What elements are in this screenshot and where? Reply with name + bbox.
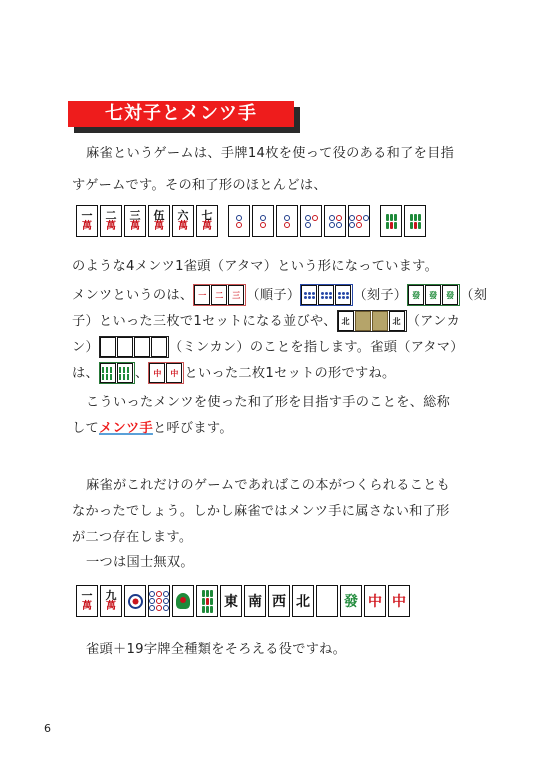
text: （アンカ (406, 314, 461, 329)
tile-sou (380, 205, 402, 237)
tile-honor: 發 (340, 585, 362, 617)
tile-white-dragon (316, 585, 338, 617)
para2-line-7 (72, 421, 233, 437)
tile-pin (228, 205, 250, 237)
para2-line-5 (72, 362, 396, 384)
text: （刻 (460, 288, 488, 303)
hand-example-1 (76, 205, 428, 237)
text: メンツというのは、 (72, 288, 194, 303)
text: （刻子） (353, 288, 408, 303)
para2-line-6: こういったメンツを使った和了形を目指す手のことを、総称 (86, 395, 451, 410)
text: 子）といった三枚で1セットになる並びや、 (72, 314, 337, 329)
tile-2-man: 二 (211, 285, 227, 305)
text: ン） (72, 340, 99, 355)
tile-hatsu: 發 (425, 285, 441, 305)
tile-back (372, 311, 388, 331)
para2-line-1: のような4メンツ1雀頭（アタマ）という形になっています。 (72, 259, 439, 274)
intro-line-2: すゲームです。その和了形のほとんどは、 (72, 178, 327, 193)
tile-pin (335, 285, 351, 305)
text: と呼びます。 (152, 421, 233, 436)
tile-man: 一 萬 (76, 205, 98, 237)
tile-man: 七 萬 (196, 205, 218, 237)
shuntsu-example (193, 284, 246, 306)
hand-example-kokushi (76, 585, 412, 617)
tile-blank (151, 337, 167, 357)
tile-pin-one (124, 585, 146, 617)
tile-man: 六 萬 (172, 205, 194, 237)
para2-line-4 (72, 336, 464, 358)
text: 、 (134, 366, 149, 381)
text: （ミンカン）のことを指します。雀頭（アタマ） (168, 340, 464, 355)
page-number: 6 (44, 722, 51, 735)
tile-pin (276, 205, 298, 237)
para2-line-3 (72, 310, 460, 332)
tile-3-man: 三 (228, 285, 244, 305)
para2-line-2 (72, 284, 487, 306)
text: といった二枚1セットの形ですね。 (184, 366, 396, 381)
tile-man: 一 萬 (76, 585, 98, 617)
section-title: 七対子とメンツ手 (68, 101, 294, 127)
tile-chun: 中 (149, 363, 165, 383)
text: して (72, 421, 99, 436)
tile-back (355, 311, 371, 331)
tile-pin (324, 205, 346, 237)
text: は、 (72, 366, 99, 381)
tile-honor: 西 (268, 585, 290, 617)
tile-honor: 東 (220, 585, 242, 617)
pair-chun-example (148, 362, 184, 384)
tile-pin (252, 205, 274, 237)
tile-honor: 中 (364, 585, 386, 617)
para3-line-2: なかったでしょう。しかし麻雀ではメンツ手に属さない和了形 (72, 504, 450, 519)
tile-man: 九 萬 (100, 585, 122, 617)
tile-sou (117, 363, 133, 383)
tile-pin (301, 285, 317, 305)
text: （順子） (246, 288, 301, 303)
tile-pin (148, 585, 170, 617)
tile-chun: 中 (166, 363, 182, 383)
tile-honor: 中 (388, 585, 410, 617)
minkan-example (99, 336, 169, 358)
ankan-example (337, 310, 407, 332)
tile-blank (134, 337, 150, 357)
tile-sou (196, 585, 218, 617)
tile-sou (100, 363, 116, 383)
tile-honor: 南 (244, 585, 266, 617)
koutsu-hatsu-example (407, 284, 460, 306)
tile-pin (300, 205, 322, 237)
para3-line-3: が二つ存在します。 (72, 530, 193, 545)
tile-blank (100, 337, 116, 357)
tile-honor: 北 (292, 585, 314, 617)
koutsu-pin-example (300, 284, 353, 306)
tile-hatsu: 發 (442, 285, 458, 305)
tile-pei: 北 (389, 311, 405, 331)
tile-pin (318, 285, 334, 305)
tile-man: 三 萬 (124, 205, 146, 237)
tile-man: 伍 萬 (148, 205, 170, 237)
tile-pin (348, 205, 370, 237)
para3-line-4: 一つは国士無双。 (86, 555, 194, 570)
intro-line-1: 麻雀というゲームは、手牌14枚を使って役のある和了を目指 (86, 146, 455, 161)
tile-blank (117, 337, 133, 357)
tile-man: 二 萬 (100, 205, 122, 237)
tile-pei: 北 (338, 311, 354, 331)
keyword-mentsu-te: メンツ手 (98, 421, 153, 436)
pair-sou-example (99, 362, 135, 384)
closing-line: 雀頭＋19字牌全種類をそろえる役ですね。 (86, 642, 347, 657)
tile-hatsu: 發 (408, 285, 424, 305)
tile-sou (404, 205, 426, 237)
tile-sou-one (172, 585, 194, 617)
tile-1-man: 一 (194, 285, 210, 305)
para3-line-1: 麻雀がこれだけのゲームであればこの本がつくられることも (86, 478, 451, 493)
